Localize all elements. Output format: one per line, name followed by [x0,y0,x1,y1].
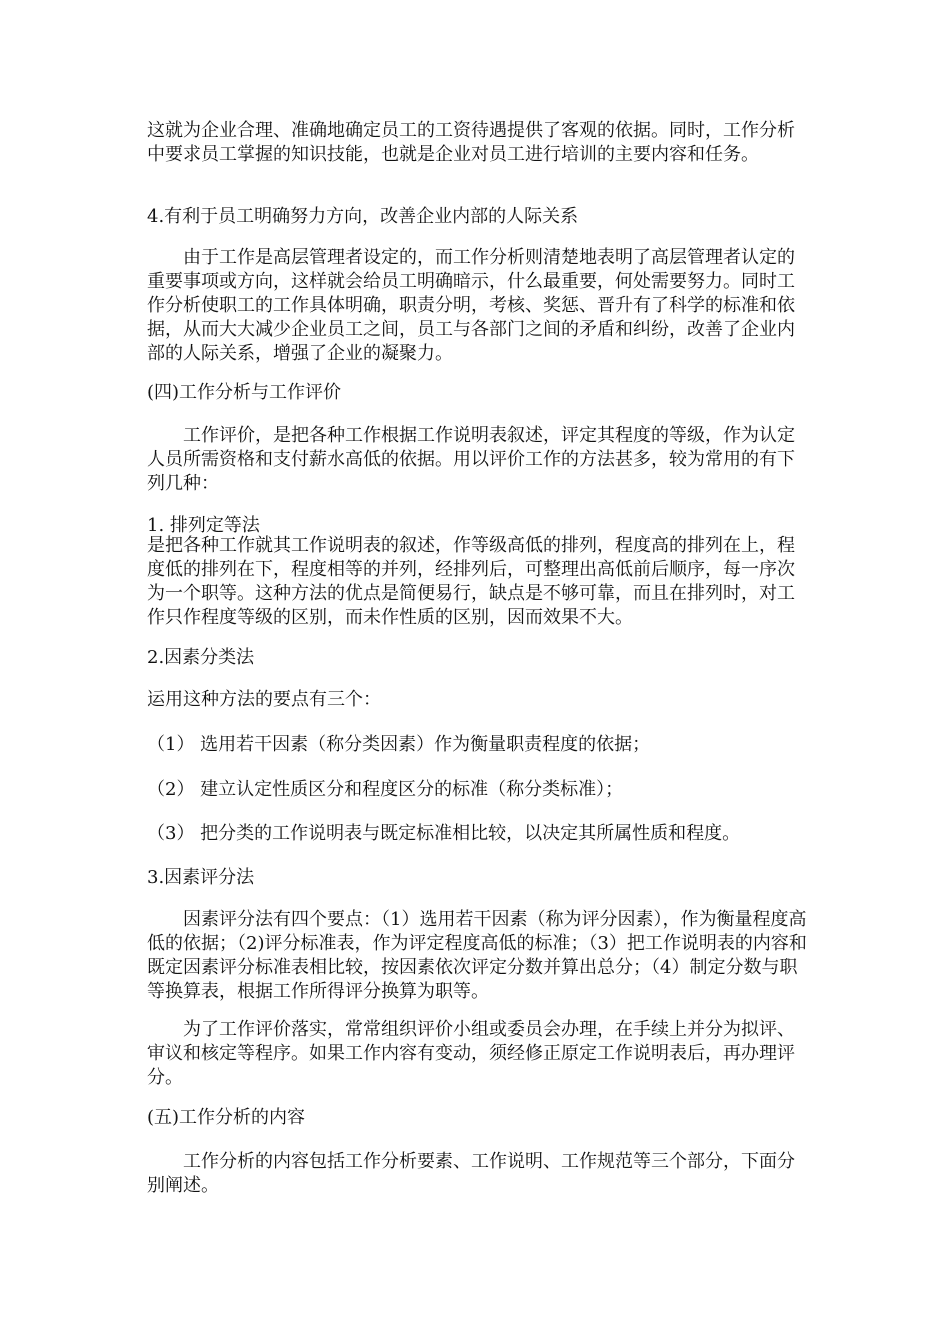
method-2-item-2: （2） 建立认定性质区分和程度区分的标准（称分类标准）； [147,779,624,800]
method-1-heading: 1. 排列定等法 [147,515,260,536]
method-2-item-3: （3） 把分类的工作说明表与既定标准相比较，以决定其所属性质和程度。 [147,823,741,844]
method-2-intro: 运用这种方法的要点有三个： [147,689,381,710]
method-3-heading: 3.因素评分法 [147,867,255,888]
method-1-paragraph: 是把各种工作就其工作说明表的叙述，作等级高低的排列，程度高的排列在上，程度低的排列在下，程度相等的并列，经排列后，可整理出高低前后顺序，每一序次为一个职等。这种方法的优点是简便易行，缺点是不够可靠，而且在排列时，对工作只作程度等级的区别，而未作性质的区别，因而效果不大。 [147,535,795,628]
intro-paragraph: 这就为企业合理、准确地确定员工的工资待遇提供了客观的依据。同时，工作分析中要求员工掌握的知识技能，也就是企业对员工进行培训的主要内容和任务。 [147,120,795,165]
content-paragraph: 工作分析的内容包括工作分析要素、工作说明、工作规范等三个部分，下面分别阐述。 [147,1151,795,1196]
committee-paragraph: 为了工作评价落实，常常组织评价小组或委员会办理，在手续上并分为拟评、审议和核定等程序。如果工作内容有变动，须经修正原定工作说明表后，再办理评分。 [147,1019,795,1088]
method-3-paragraph: 因素评分法有四个要点：（1）选用若干因素（称为评分因素），作为衡量程度高低的依据；（2)评分标准表，作为评定程度高低的标准；（3）把工作说明表的内容和既定因素评分标准表相比较，按因素依次评定分数并算出总分；（4）制定分数与职等换算表，根据工作所得评分换算为职等。 [147,909,807,1002]
section-5-heading: (五)工作分析的内容 [147,1107,306,1128]
method-2-heading: 2.因素分类法 [147,647,255,668]
heading-point-4: 4.有利于员工明确努力方向，改善企业内部的人际关系 [147,206,579,227]
method-2-item-1: （1） 选用若干因素（称分类因素）作为衡量职责程度的依据； [147,734,651,755]
evaluation-paragraph: 工作评价，是把各种工作根据工作说明表叙述，评定其程度的等级，作为认定人员所需资格和支付薪水高低的依据。用以评价工作的方法甚多，较为常用的有下列几种： [147,425,795,494]
section-4-heading: (四)工作分析与工作评价 [147,382,342,403]
point-4-paragraph: 由于工作是高层管理者设定的，而工作分析则清楚地表明了高层管理者认定的重要事项或方向，这样就会给员工明确暗示，什么最重要，何处需要努力。同时工作分析使职工的工作具体明确，职责分明，考核、奖惩、晋升有了科学的标准和依据，从而大大减少企业员工之间，员工与各部门之间的矛盾和纠纷，改善了企业内部的人际关系，增强了企业的凝聚力。 [147,247,795,364]
